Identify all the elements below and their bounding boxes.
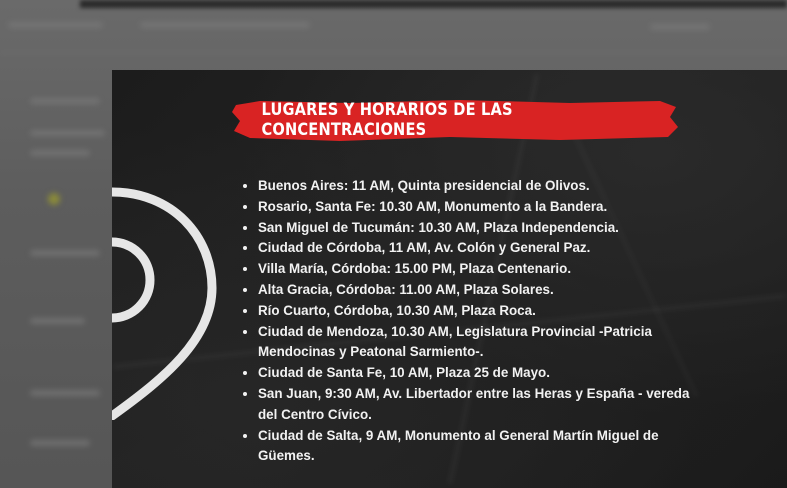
list-item: • Ciudad de Mendoza, 10.30 AM, Legislatura Provincial -Patricia Mendocinas y Peatonal Sarmiento-. [258, 322, 708, 364]
background-text-line [30, 440, 90, 446]
background-topbar [80, 0, 787, 8]
background-text-line [8, 22, 103, 28]
list-item: • Rosario, Santa Fe: 10.30 AM, Monumento a la Bandera. [258, 197, 708, 218]
background-text-line [30, 150, 90, 156]
map-pin-icon [112, 180, 232, 420]
poster-title: LUGARES Y HORARIOS DE LAS CONCENTRACIONES [261, 100, 513, 140]
concentrations-poster [112, 70, 787, 488]
background-text-line [140, 22, 310, 28]
background-text-line [650, 24, 710, 30]
title-banner [230, 97, 680, 143]
background-divider [0, 52, 787, 54]
background-text-line [30, 318, 85, 324]
list-item: • Ciudad de Córdoba, 11 AM, Av. Colón y General Paz. [258, 238, 708, 259]
list-item: • Villa María, Córdoba: 15.00 PM, Plaza Centenario. [258, 259, 708, 280]
background-text-line [30, 98, 100, 104]
background-text-line [30, 390, 100, 396]
list-item: • San Miguel de Tucumán: 10.30 AM, Plaza Independencia. [258, 218, 708, 239]
list-item: • Ciudad de Salta, 9 AM, Monumento al General Martín Miguel de Güemes. [258, 426, 708, 468]
background-text-line [30, 130, 105, 136]
list-item: • Río Cuarto, Córdoba, 10.30 AM, Plaza Roca. [258, 301, 708, 322]
list-item: • Alta Gracia, Córdoba: 11.00 AM, Plaza Solares. [258, 280, 708, 301]
list-item: • San Juan, 9:30 AM, Av. Libertador entre las Heras y España - vereda del Centro Cívico. [258, 384, 708, 426]
list-item: • Ciudad de Santa Fe, 10 AM, Plaza 25 de Mayo. [258, 363, 708, 384]
background-dot [48, 193, 60, 205]
list-item: • Buenos Aires: 11 AM, Quinta presidencial de Olivos. [258, 176, 708, 197]
locations-list [242, 176, 708, 467]
background-text-line [30, 250, 100, 256]
